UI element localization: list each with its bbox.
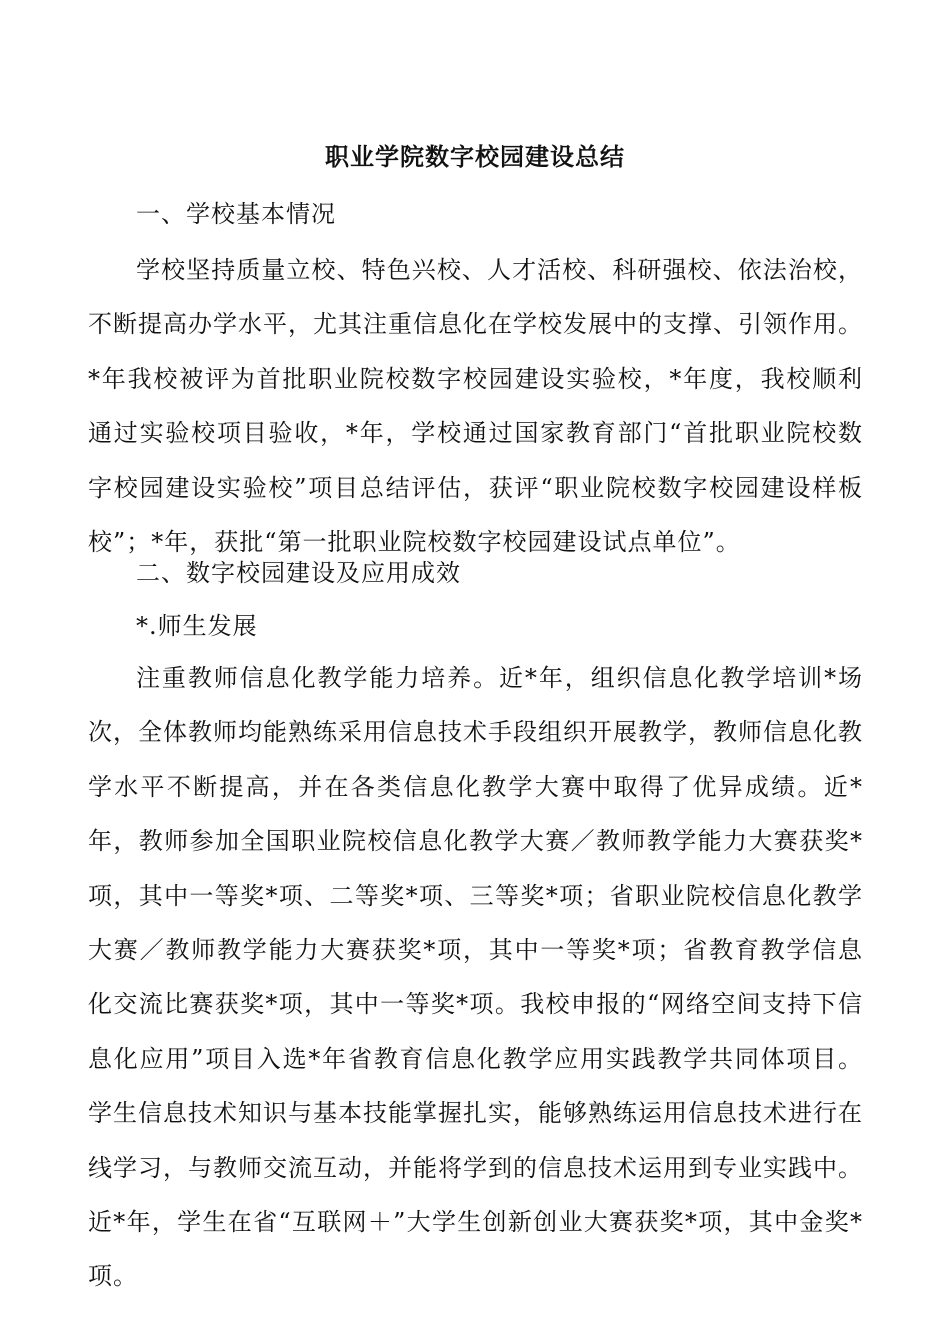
paragraph-basic-info: 学校坚持质量立校、特色兴校、人才活校、科研强校、依法治校，不断提高办学水平，尤其注重信息化在学校发展中的支撑、引领作用。*年我校被评为首批职业院校数字校园建设实验校，*年度，我校顺利通过实验校项目验收，*年，学校通过国家教育部门“首批职业院校数字校园建设实验校”项目总结评估，获评“职业院校数字校园建设样板校”；*年，获批“第一批职业院校数字校园建设试点单位”。 — [88, 256, 863, 557]
paragraph-development: 注重教师信息化教学能力培养。近*年，组织信息化教学培训*场次，全体教师均能熟练采用信息技术手段组织开展教学，教师信息化教学水平不断提高，并在各类信息化教学大赛中取得了优异成绩。近*年，教师参加全国职业院校信息化教学大赛／教师教学能力大赛获奖*项，其中一等奖*项、二等奖*项、三等奖*项；省职业院校信息化教学大赛／教师教学能力大赛获奖*项，其中一等奖*项；省教育教学信息化交流比赛获奖*项，其中一等奖*项。我校申报的“网络空间支持下信息化应用”项目入选*年省教育信息化教学应用实践教学共同体项目。学生信息技术知识与基本技能掌握扎实，能够熟练运用信息技术进行在线学习，与教师交流互动，并能将学到的信息技术运用到专业实践中。近*年，学生在省“互联网＋”大学生创新创业大赛获奖*项，其中金奖*项。 — [88, 664, 863, 1291]
document-title: 职业学院数字校园建设总结 — [325, 142, 625, 171]
section-heading-achievements: 二、数字校园建设及应用成效 — [136, 559, 461, 587]
section-heading-basic-info: 一、学校基本情况 — [136, 200, 336, 228]
subsection-heading-development: *.师生发展 — [136, 612, 258, 640]
